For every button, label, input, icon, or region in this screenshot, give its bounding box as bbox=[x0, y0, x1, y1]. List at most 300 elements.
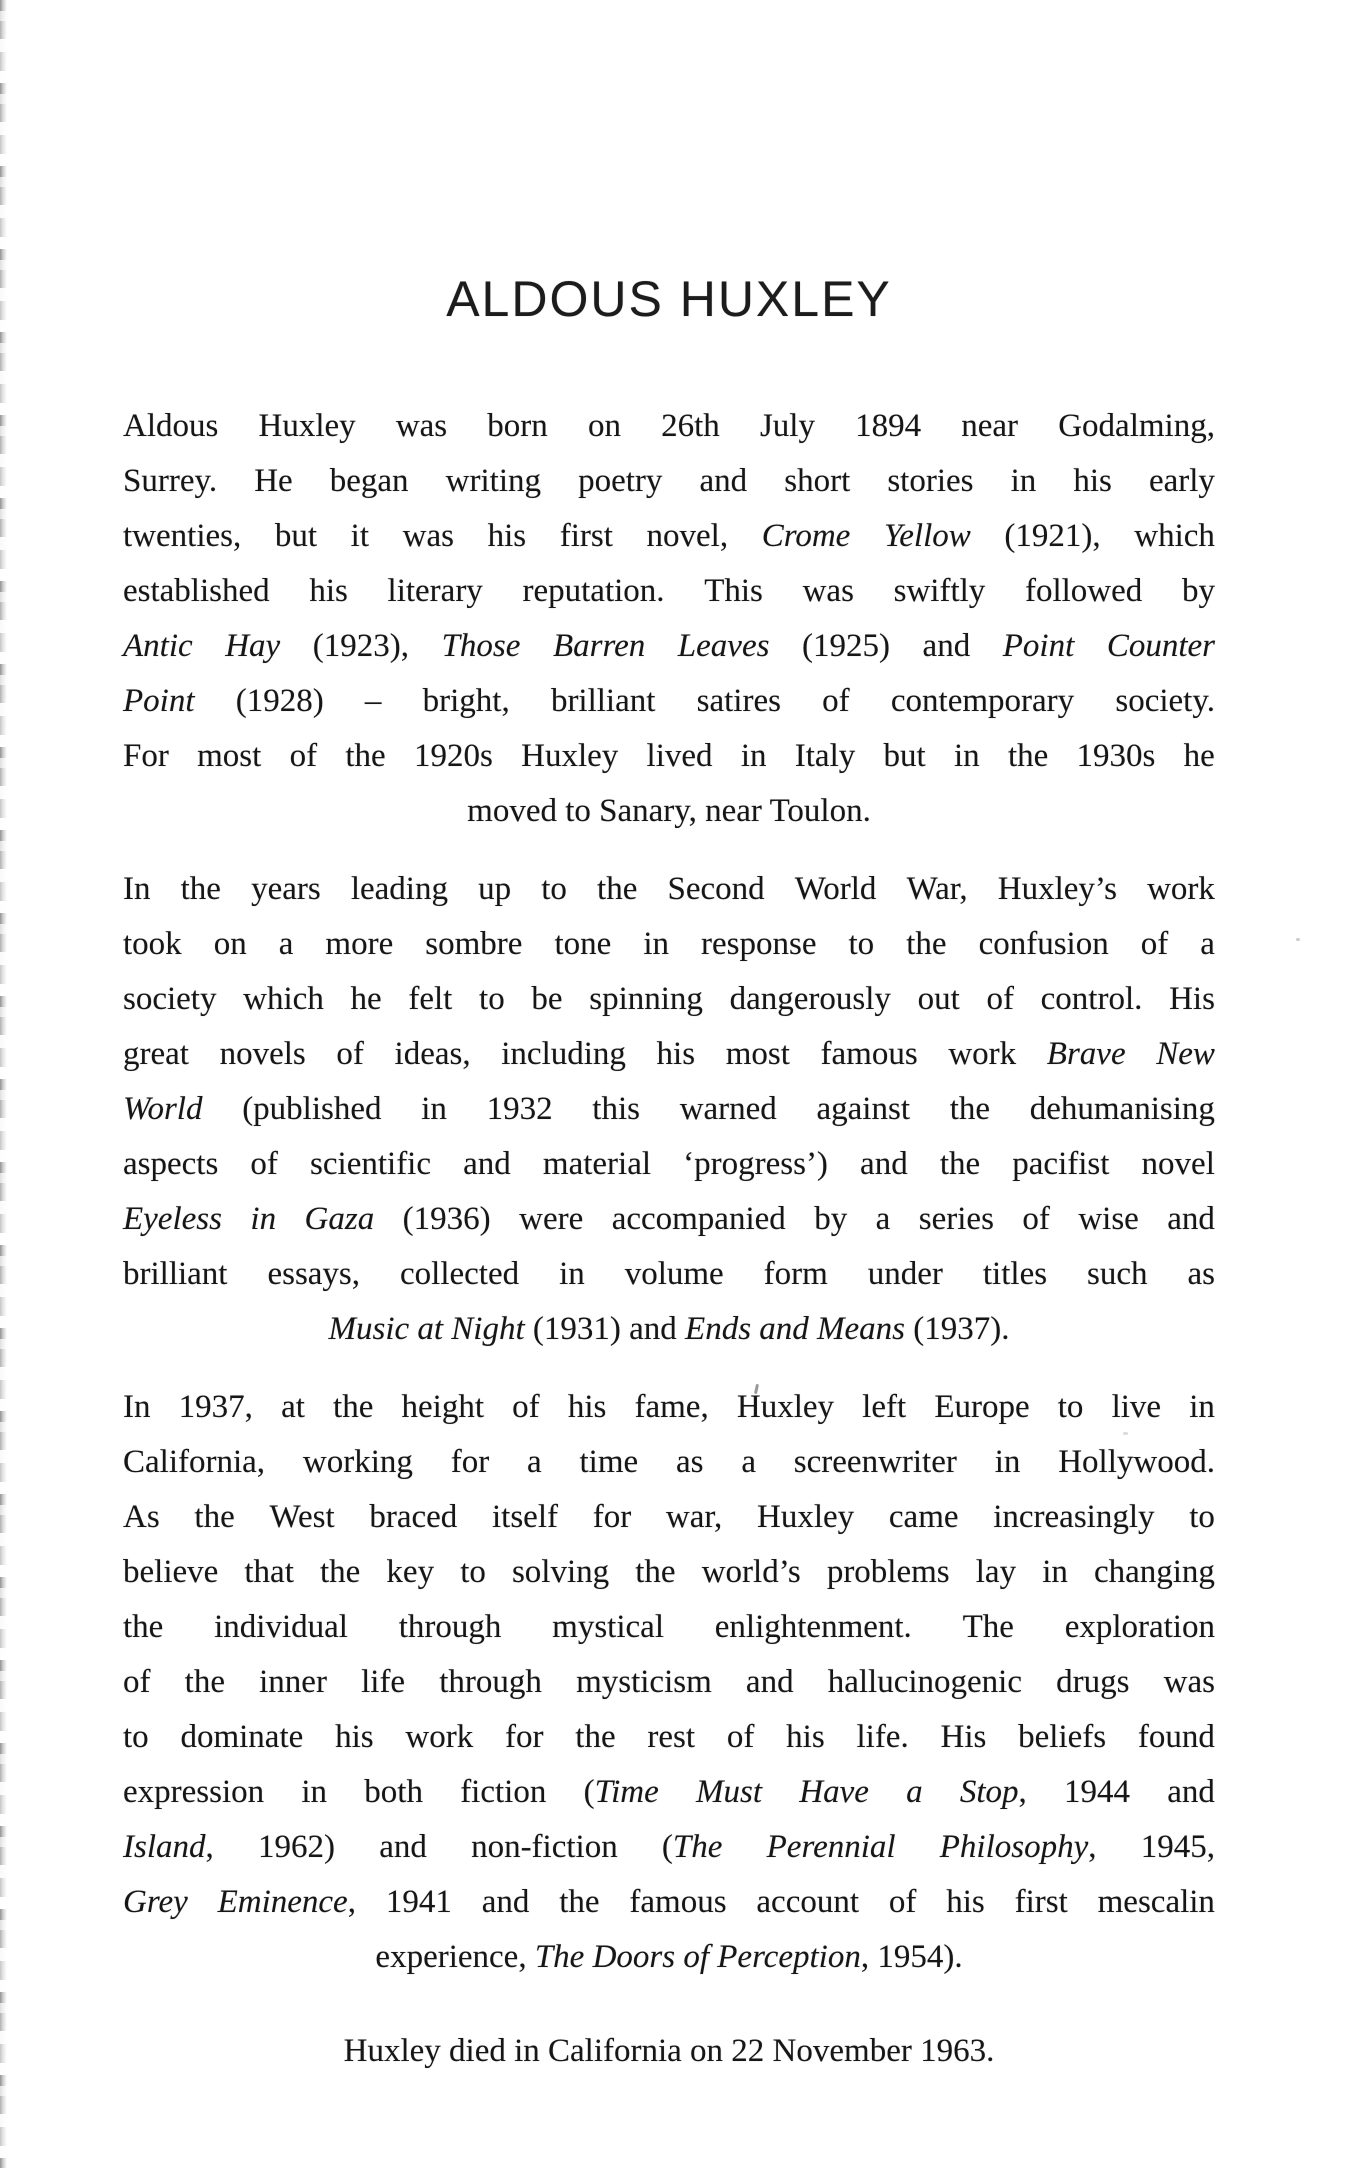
text-word bbox=[730, 972, 891, 1027]
text-word bbox=[575, 1710, 615, 1765]
text-segment: the bbox=[939, 1146, 981, 1182]
text-segment: Huxley bbox=[757, 1499, 855, 1535]
text-segment: left bbox=[862, 1389, 907, 1425]
text-word bbox=[683, 1137, 828, 1192]
text-word bbox=[333, 1380, 373, 1435]
text-segment: (1931) and bbox=[524, 1311, 686, 1347]
text-word bbox=[541, 862, 567, 917]
text-segment: which bbox=[1134, 518, 1215, 554]
text-segment: Huxley bbox=[521, 738, 619, 774]
text-segment: hallucinogenic bbox=[827, 1664, 1022, 1700]
scan-edge-artifact bbox=[0, 0, 7, 2168]
text-segment: war, bbox=[665, 1499, 723, 1535]
text-word bbox=[979, 917, 1109, 972]
text-word bbox=[492, 1490, 558, 1545]
text-segment: Perennial bbox=[766, 1829, 896, 1865]
text-word bbox=[225, 619, 280, 674]
text-segment: and bbox=[922, 628, 971, 664]
text-word bbox=[335, 1710, 374, 1765]
text-segment: 1945, bbox=[1140, 1829, 1215, 1865]
text-word bbox=[123, 972, 216, 1027]
text-segment: the bbox=[180, 871, 221, 907]
text-segment: volume bbox=[624, 1256, 724, 1292]
text-segment: for bbox=[450, 1444, 490, 1480]
text-segment: Counter bbox=[1106, 628, 1215, 664]
text-word bbox=[1141, 1820, 1215, 1875]
text-segment: World bbox=[123, 1091, 203, 1127]
text-segment: of bbox=[822, 683, 850, 719]
text-word bbox=[351, 972, 382, 1027]
text-column bbox=[123, 271, 1215, 2079]
text-word bbox=[123, 564, 270, 619]
text-segment: dangerously bbox=[729, 981, 891, 1017]
text-segment: height bbox=[401, 1389, 485, 1425]
text-word bbox=[243, 972, 324, 1027]
text-word bbox=[715, 1600, 912, 1655]
text-segment: exploration bbox=[1064, 1609, 1215, 1645]
text-word bbox=[425, 917, 522, 972]
text-word bbox=[934, 1380, 1029, 1435]
text-segment: in bbox=[301, 1774, 328, 1810]
text-segment: novel bbox=[1141, 1146, 1215, 1182]
text-segment: came bbox=[888, 1499, 959, 1535]
text-segment: the bbox=[559, 1884, 600, 1920]
paragraph bbox=[123, 862, 1215, 1357]
text-word bbox=[762, 509, 851, 564]
text-word bbox=[889, 1875, 917, 1930]
text-segment: as bbox=[675, 1444, 704, 1480]
text-segment: first bbox=[559, 518, 613, 554]
text-segment: experience, bbox=[375, 1939, 535, 1975]
text-word bbox=[527, 1435, 542, 1490]
text-word bbox=[889, 1490, 959, 1545]
text-word bbox=[803, 564, 854, 619]
text-segment: life bbox=[361, 1664, 406, 1700]
text-word bbox=[1107, 619, 1215, 674]
text-segment: pacifist bbox=[1012, 1146, 1110, 1182]
text-word bbox=[487, 399, 548, 454]
text-word bbox=[488, 509, 527, 564]
text-segment: in bbox=[953, 738, 980, 774]
text-segment: most bbox=[725, 1036, 790, 1072]
text-word bbox=[487, 1082, 553, 1137]
text-word bbox=[442, 619, 521, 674]
text-segment: the bbox=[906, 926, 947, 962]
text-segment: 1930s bbox=[1076, 738, 1156, 774]
text-word bbox=[786, 1710, 825, 1765]
text-segment: expression bbox=[123, 1774, 265, 1810]
text-segment: Europe bbox=[934, 1389, 1030, 1425]
text-segment: in bbox=[643, 926, 669, 962]
text-segment: this bbox=[592, 1091, 640, 1127]
text-word bbox=[439, 1655, 542, 1710]
text-segment: leading bbox=[350, 871, 448, 907]
text-word bbox=[868, 1247, 943, 1302]
text-word bbox=[767, 1820, 896, 1875]
text-segment: solving bbox=[511, 1554, 610, 1590]
text-word bbox=[414, 729, 493, 784]
text-word bbox=[482, 1875, 530, 1930]
text-word bbox=[403, 509, 454, 564]
text-segment: began bbox=[329, 463, 409, 499]
text-word bbox=[760, 399, 815, 454]
text-segment: Time bbox=[594, 1774, 659, 1810]
text-segment: Huxley bbox=[736, 1389, 835, 1425]
text-word bbox=[891, 674, 1074, 729]
text-segment: reputation. bbox=[522, 573, 665, 609]
text-word bbox=[1200, 917, 1215, 972]
text-segment: (1937). bbox=[905, 1311, 1010, 1347]
text-word bbox=[479, 972, 505, 1027]
text-word bbox=[876, 1192, 891, 1247]
text-word bbox=[960, 1765, 1027, 1820]
text-segment: working bbox=[302, 1444, 413, 1480]
text-segment: 1894 bbox=[855, 408, 922, 444]
text-word bbox=[351, 509, 369, 564]
text-line bbox=[123, 619, 1215, 674]
text-word bbox=[696, 1765, 762, 1820]
text-word bbox=[386, 1875, 452, 1930]
text-segment: Italy bbox=[794, 738, 856, 774]
text-line bbox=[123, 862, 1215, 917]
text-word bbox=[726, 1027, 790, 1082]
text-segment: Eminence bbox=[217, 1884, 348, 1920]
text-word bbox=[123, 1192, 222, 1247]
text-segment: material bbox=[542, 1146, 652, 1182]
text-word bbox=[828, 1655, 1022, 1710]
text-segment: of bbox=[336, 1036, 364, 1072]
text-word bbox=[123, 454, 217, 509]
text-word bbox=[123, 917, 182, 972]
text-segment: Barren bbox=[552, 628, 646, 664]
text-word bbox=[267, 1247, 360, 1302]
text-segment: under bbox=[867, 1256, 943, 1292]
text-segment: and bbox=[1167, 1774, 1215, 1810]
text-word bbox=[512, 1545, 609, 1600]
text-segment: essays, bbox=[267, 1256, 361, 1292]
text-segment: most bbox=[197, 738, 262, 774]
text-word bbox=[123, 1875, 188, 1930]
text-line bbox=[123, 1930, 1215, 1985]
text-segment: up bbox=[478, 871, 512, 907]
text-word bbox=[123, 619, 193, 674]
text-segment: by bbox=[814, 1201, 848, 1237]
text-word bbox=[123, 1380, 151, 1435]
text-word bbox=[559, 1247, 585, 1302]
text-segment: moved to Sanary, near Toulon. bbox=[467, 793, 871, 829]
text-segment: work bbox=[948, 1036, 1017, 1072]
text-word bbox=[1142, 1137, 1215, 1192]
text-line bbox=[123, 917, 1215, 972]
text-word bbox=[180, 1710, 303, 1765]
text-segment: (1928) bbox=[235, 683, 324, 719]
text-word bbox=[451, 1435, 489, 1490]
text-segment: West bbox=[269, 1499, 335, 1535]
text-word bbox=[1189, 1490, 1215, 1545]
text-word bbox=[584, 1765, 659, 1820]
text-word bbox=[408, 972, 452, 1027]
text-segment: to bbox=[460, 1554, 486, 1590]
text-word bbox=[906, 917, 946, 972]
text-segment: In bbox=[123, 1389, 151, 1425]
text-segment: writing bbox=[445, 463, 541, 499]
text-word bbox=[275, 509, 317, 564]
text-word bbox=[983, 1247, 1047, 1302]
text-word bbox=[1169, 972, 1215, 1027]
biography-paragraphs bbox=[123, 399, 1215, 1985]
text-word bbox=[523, 564, 665, 619]
text-word bbox=[386, 1545, 434, 1600]
text-line bbox=[123, 1820, 1215, 1875]
text-word bbox=[250, 1192, 276, 1247]
text-word bbox=[258, 1820, 335, 1875]
text-word bbox=[236, 674, 324, 729]
text-word bbox=[403, 1192, 491, 1247]
text-segment: and bbox=[699, 463, 748, 499]
text-word bbox=[948, 1027, 1016, 1082]
text-segment: Yellow bbox=[883, 518, 971, 554]
text-segment: on bbox=[213, 926, 247, 962]
text-segment: In bbox=[123, 871, 151, 907]
text-segment: great bbox=[123, 1036, 189, 1072]
text-word bbox=[941, 1710, 987, 1765]
text-line bbox=[123, 674, 1215, 729]
text-word bbox=[697, 674, 781, 729]
text-segment: to bbox=[123, 1719, 149, 1755]
text-word bbox=[400, 1247, 519, 1302]
text-segment: form bbox=[763, 1256, 828, 1292]
text-line bbox=[123, 509, 1215, 564]
text-word bbox=[250, 1137, 278, 1192]
text-segment: ( bbox=[661, 1829, 673, 1865]
text-line bbox=[123, 972, 1215, 1027]
text-segment: the bbox=[333, 1389, 374, 1425]
text-word bbox=[784, 454, 850, 509]
text-word bbox=[519, 1192, 583, 1247]
text-word bbox=[1115, 674, 1215, 729]
text-word bbox=[940, 1137, 980, 1192]
text-segment: work bbox=[1147, 871, 1215, 907]
paragraph bbox=[123, 399, 1215, 839]
text-word bbox=[123, 1435, 265, 1490]
text-word bbox=[330, 454, 409, 509]
text-segment: enlightenment. bbox=[714, 1609, 912, 1645]
text-segment: the bbox=[345, 738, 386, 774]
text-word bbox=[923, 619, 971, 674]
text-word bbox=[1030, 1082, 1215, 1137]
text-word bbox=[647, 1710, 695, 1765]
text-segment: of bbox=[512, 1389, 540, 1425]
text-word bbox=[702, 1545, 801, 1600]
text-segment: in bbox=[559, 1256, 585, 1292]
text-segment: confusion bbox=[978, 926, 1109, 962]
text-segment: the bbox=[184, 1664, 225, 1700]
text-line bbox=[123, 1765, 1215, 1820]
text-segment: aspects bbox=[123, 1146, 219, 1182]
text-segment: Brave bbox=[1046, 1036, 1126, 1072]
text-segment: through bbox=[439, 1664, 542, 1700]
text-word bbox=[1141, 917, 1169, 972]
text-line bbox=[123, 564, 1215, 619]
text-word bbox=[592, 1082, 640, 1137]
text-word bbox=[998, 862, 1117, 917]
text-word bbox=[856, 1710, 908, 1765]
text-word bbox=[578, 454, 662, 509]
text-segment: for bbox=[592, 1499, 632, 1535]
text-word bbox=[1134, 509, 1215, 564]
text-segment: a bbox=[1200, 926, 1215, 962]
text-word bbox=[1003, 619, 1075, 674]
text-segment: key bbox=[386, 1554, 435, 1590]
text-segment: brilliant bbox=[550, 683, 656, 719]
text-word bbox=[764, 1247, 828, 1302]
text-word bbox=[1112, 1380, 1161, 1435]
text-word bbox=[1064, 1765, 1130, 1820]
text-segment: poetry bbox=[578, 463, 663, 499]
text-word bbox=[396, 399, 447, 454]
text-segment: His bbox=[1169, 981, 1215, 1017]
text-segment: Music at Night bbox=[328, 1311, 525, 1347]
text-segment: to bbox=[1057, 1389, 1084, 1425]
footer-line: Huxley died in California on 22 November 1963. bbox=[343, 2033, 995, 2069]
text-word bbox=[421, 1082, 447, 1137]
text-segment: a bbox=[875, 1201, 891, 1237]
text-word bbox=[821, 1027, 918, 1082]
text-word bbox=[379, 1820, 427, 1875]
text-word bbox=[1094, 1545, 1215, 1600]
text-segment: early bbox=[1148, 463, 1215, 499]
text-segment: both bbox=[364, 1774, 423, 1810]
text-segment: novel, bbox=[646, 518, 729, 554]
text-word bbox=[423, 674, 510, 729]
text-word bbox=[471, 1820, 618, 1875]
text-segment: , bbox=[1018, 1774, 1027, 1810]
text-segment: and bbox=[481, 1884, 530, 1920]
text-word bbox=[961, 399, 1018, 454]
text-segment: Surrey. bbox=[123, 463, 218, 499]
text-word bbox=[894, 564, 986, 619]
text-word bbox=[1138, 1710, 1215, 1765]
text-segment: mystical bbox=[552, 1609, 664, 1645]
text-segment: screenwriter bbox=[793, 1444, 957, 1480]
text-word bbox=[559, 1875, 599, 1930]
text-segment: series bbox=[918, 1201, 994, 1237]
text-word bbox=[593, 1490, 631, 1545]
text-segment: Point bbox=[1002, 628, 1075, 664]
text-segment: collected bbox=[400, 1256, 520, 1292]
text-segment: Antic bbox=[123, 628, 193, 664]
text-segment: 1932 bbox=[486, 1091, 553, 1127]
text-word bbox=[259, 399, 356, 454]
text-segment: through bbox=[398, 1609, 502, 1645]
text-segment: as bbox=[1187, 1256, 1215, 1292]
text-word bbox=[521, 729, 618, 784]
text-word bbox=[242, 1082, 381, 1137]
text-segment: rest bbox=[647, 1719, 696, 1755]
text-word bbox=[976, 1545, 1016, 1600]
text-segment: warned bbox=[679, 1091, 777, 1127]
text-word bbox=[345, 729, 385, 784]
text-word bbox=[995, 1435, 1021, 1490]
text-word bbox=[123, 1137, 218, 1192]
text-word bbox=[1058, 1380, 1084, 1435]
text-segment: Philosophy bbox=[939, 1829, 1089, 1865]
text-segment: Hay bbox=[225, 628, 281, 664]
text-segment: famous bbox=[629, 1884, 727, 1920]
text-segment: live bbox=[1111, 1389, 1162, 1425]
text-word bbox=[369, 1490, 457, 1545]
text-segment: short bbox=[784, 463, 851, 499]
text-segment: Gaza bbox=[304, 1201, 375, 1237]
text-word bbox=[1078, 1192, 1139, 1247]
text-segment: work bbox=[405, 1719, 474, 1755]
text-word bbox=[597, 862, 637, 917]
text-word bbox=[629, 1875, 726, 1930]
text-segment: satires bbox=[696, 683, 781, 719]
text-word bbox=[741, 1435, 756, 1490]
text-word bbox=[576, 1655, 712, 1710]
text-segment: literary bbox=[387, 573, 483, 609]
text-word bbox=[259, 1655, 327, 1710]
text-word bbox=[336, 1027, 364, 1082]
page-title: ALDOUS HUXLEY bbox=[446, 271, 892, 327]
text-segment: California, bbox=[123, 1444, 266, 1480]
text-segment: control. bbox=[1040, 981, 1143, 1017]
text-segment: and bbox=[463, 1146, 511, 1182]
text-segment: Grey bbox=[123, 1884, 188, 1920]
text-segment: life. bbox=[856, 1719, 909, 1755]
text-word bbox=[906, 1765, 923, 1820]
text-word bbox=[365, 674, 382, 729]
text-segment: the bbox=[194, 1499, 235, 1535]
text-segment: his bbox=[1073, 463, 1112, 499]
text-segment: born bbox=[487, 408, 548, 444]
text-segment: years bbox=[251, 871, 321, 907]
text-word bbox=[799, 1765, 869, 1820]
text-word bbox=[676, 1435, 704, 1490]
text-word bbox=[625, 1247, 724, 1302]
text-line bbox=[123, 1192, 1215, 1247]
text-word bbox=[551, 674, 655, 729]
text-segment: in bbox=[421, 1091, 447, 1127]
text-line bbox=[123, 1655, 1215, 1710]
text-word bbox=[1188, 1247, 1216, 1302]
text-word bbox=[741, 729, 767, 784]
text-segment: As bbox=[123, 1499, 160, 1535]
text-segment: increasingly bbox=[993, 1499, 1155, 1535]
text-segment: against bbox=[816, 1091, 910, 1127]
text-line bbox=[123, 784, 1215, 839]
text-segment: in bbox=[1042, 1554, 1068, 1590]
text-segment: Stop bbox=[959, 1774, 1019, 1810]
text-word bbox=[1025, 564, 1142, 619]
text-word bbox=[1167, 1765, 1215, 1820]
text-segment: to bbox=[1189, 1499, 1215, 1535]
text-line bbox=[123, 1875, 1215, 1930]
text-word bbox=[612, 1192, 786, 1247]
text-word bbox=[794, 1435, 957, 1490]
text-segment: , bbox=[1088, 1829, 1097, 1865]
text-segment: time bbox=[579, 1444, 639, 1480]
text-line bbox=[123, 1545, 1215, 1600]
paragraph bbox=[123, 1380, 1215, 1985]
text-segment: be bbox=[531, 981, 563, 1017]
text-segment: , 1954). bbox=[860, 1939, 963, 1975]
text-segment: the bbox=[123, 1609, 164, 1645]
text-word bbox=[181, 862, 221, 917]
text-word bbox=[802, 619, 890, 674]
text-word bbox=[214, 917, 247, 972]
